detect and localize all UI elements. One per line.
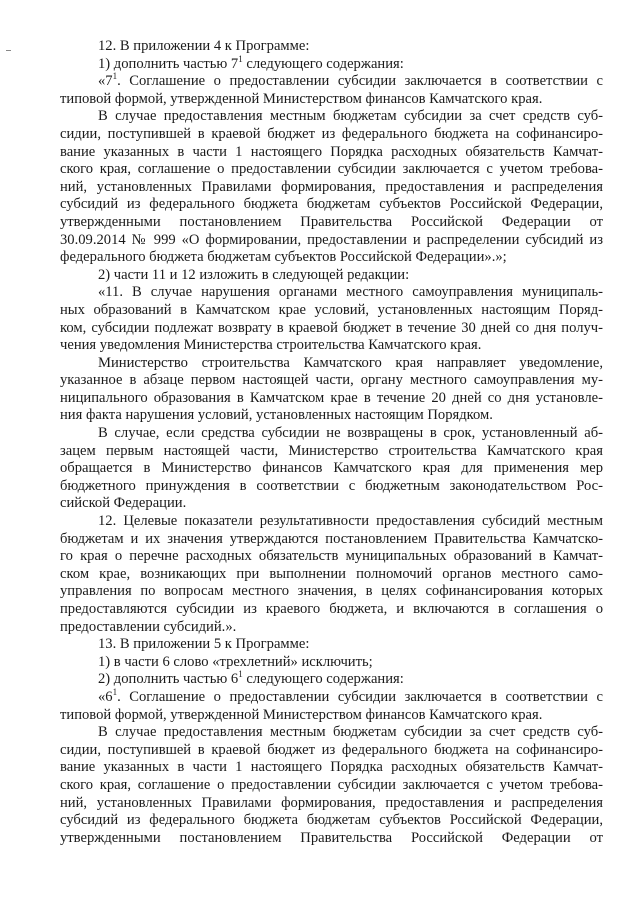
text-line: вание указанных в части 1 настоящего Порядка расходных обязательств Камчат- [60,759,603,776]
text-line: Министерство строительства Камчатского края направляет уведомление, [98,354,603,371]
scan-mark [6,50,11,51]
text-line: управления по вопросам местного значения, в целях софинансирования которых [60,583,603,600]
text-line: ний, установленных Правилами формирования, предоставления и распределения [60,794,603,811]
text-line: утвержденными постановлением Правительства Российской Федерации от [60,829,603,846]
text-line: ных образований в Камчатском крае условий, установленных настоящим Поряд- [60,301,603,318]
text-line: вание указанных в части 1 настоящего Порядка расходных обязательств Камчат- [60,143,603,160]
text-line: В случае предоставления местным бюджетам субсидии за счет средств суб- [98,724,603,741]
text-line: сийской Федерации. [60,495,187,512]
text-line: В случае, если средства субсидии не возвращены в срок, установленный аб- [98,425,603,442]
text-line: ском крае, возникающих при выполнении полномочий органов местного само- [60,565,603,582]
text-line: 13. В приложении 5 к Программе: [98,636,310,653]
text-line: ком, субсидии подлежат возврату в краевой бюджет в течение 30 дней со дня получ- [60,319,603,336]
text-line: 12. Целевые показатели результативности предоставления субсидий местным [98,513,603,530]
text-line: «$7^1$. Соглашение о предоставлении субсидии заключается в соответствии с [98,71,603,90]
text-line: указанное в абзаце первом настоящей части, органу местного самоуправления му- [60,372,603,389]
text-line: субсидий из федерального бюджета бюджетам субъектов Российской Федерации, [60,196,603,213]
text-line: 12. В приложении 4 к Программе: [98,38,310,54]
text-line: типовой формой, утвержденной Министерством финансов Камчатского края. [60,706,543,723]
text-line: сидии, поступившей в краевой бюджет из федерального бюджета на софинансиро- [60,125,603,142]
text-line: 30.09.2014 № 999 «О формировании, предоставлении и распределении субсидий из [60,231,603,248]
text-line: утвержденными постановлением Правительства Российской Федерации от [60,213,603,230]
text-line: ского края, соглашение о предоставлении субсидии заключается с учетом требова- [60,161,603,178]
text-line: ского края, соглашение о предоставлении субсидии заключается с учетом требова- [60,776,603,793]
text-line: типовой формой, утвержденной Министерством финансов Камчатского края. [60,90,543,107]
text-line: субсидий из федерального бюджета бюджетам субъектов Российской Федерации, [60,812,603,829]
text-line: бюджетного принуждения в соответствии с бюджетным законодательством Рос- [60,477,603,494]
text-line: федерального бюджета бюджетам субъектов Российской Федерации».»; [60,249,507,266]
document-body [60,38,603,847]
text-line: бюджетам и их значения утверждаются постановлением Правительства Камчатско- [60,530,603,547]
text-line: 1) дополнить частью $7^1$ следующего содержания: [98,53,404,72]
text-line: «$6^1$. Соглашение о предоставлении субсидии заключается в соответствии с [98,686,603,705]
text-line: обращается в Министерство финансов Камчатского края для применения мер [60,460,603,477]
text-line: чения уведомления Министерства строительства Камчатского края. [60,337,482,354]
text-line: 2) дополнить частью $6^1$ следующего содержания: [98,669,404,688]
text-line: В случае предоставления местным бюджетам субсидии за счет средств суб- [98,108,603,125]
text-line: 2) части 11 и 12 изложить в следующей редакции: [98,266,410,283]
text-line: 1) в части 6 слово «трехлетний» исключить; [98,653,373,670]
text-line: предоставляются субсидии из краевого бюджета, и включаются в соглашения о [60,601,603,617]
text-line: ния факта нарушения условий, установленных настоящим Порядком. [60,407,493,424]
text-line: «11. В случае нарушения органами местного самоуправления муниципаль- [98,284,603,301]
text-line: ний, установленных Правилами формирования, предоставления и распределения [60,178,603,195]
text-line: го края о перечне расходных обязательств муниципальных образований в Камчат- [60,548,603,565]
text-line: зацем первым настоящей части, Министерство строительства Камчатского края [60,442,603,459]
text-line: ниципального образования в Камчатском крае в течение 20 дней со дня установле- [60,389,603,406]
text-line: сидии, поступившей в краевой бюджет из федерального бюджета на софинансиро- [60,741,603,758]
text-line: предоставлении субсидий.». [60,618,237,635]
